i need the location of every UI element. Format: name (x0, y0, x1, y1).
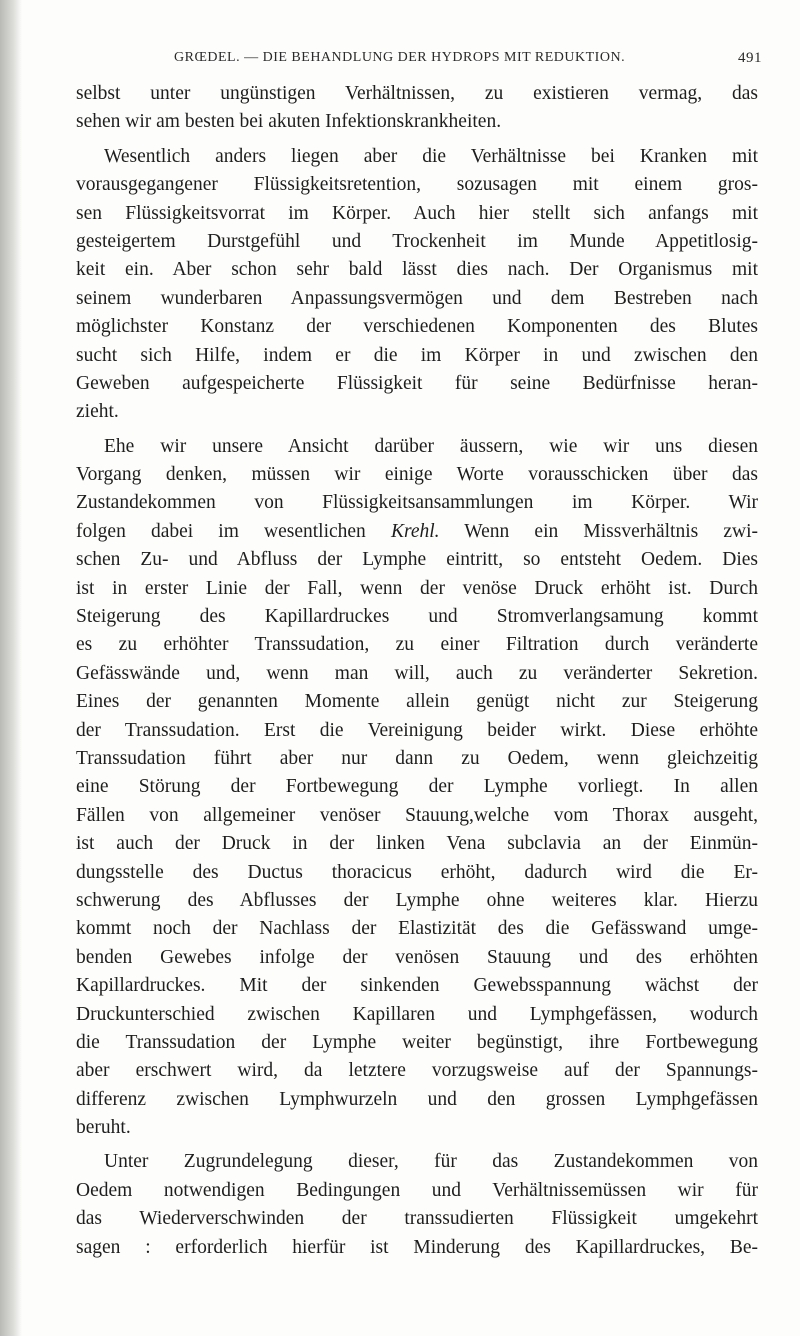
text-line: Wesentlich anders liegen aber die Verhältnisse bei Kranken mit (104, 145, 758, 167)
text-line: möglichster Konstanz der verschiedenen Komponenten des Blutes (76, 316, 758, 338)
text-segment: folgen dabei im wesentlichen (76, 520, 391, 542)
text-segment: Wenn ein Missverhältnis zwi- (439, 520, 758, 542)
text-line: ist auch der Druck in der linken Vena subclavia an der Einmün- (76, 833, 758, 855)
text-line: seinem wunderbaren Anpassungsvermögen und dem Bestreben nach (76, 287, 758, 309)
text-line: Kapillardruckes. Mit der sinkenden Gewebsspannung wächst der (76, 975, 758, 997)
text-line: schwerung des Abflusses der Lymphe ohne weiteres klar. Hierzu (76, 889, 758, 911)
text-line: beruht. (76, 1117, 131, 1139)
running-head-title: GRŒDEL. — DIE BEHANDLUNG DER HYDROPS MIT REDUKTION. (174, 50, 626, 65)
page-number: 491 (738, 50, 762, 66)
text-line: Ehe wir unsere Ansicht darüber äussern, wie wir uns diesen (104, 435, 758, 457)
text-line: zieht. (76, 401, 119, 423)
text-line: kommt noch der Nachlass der Elastizität des die Gefässwand umge- (76, 918, 758, 940)
text-line: selbst unter ungünstigen Verhältnissen, zu existieren vermag, das (76, 83, 758, 104)
paragraph (76, 80, 758, 137)
text-line: sagen : erforderlich hierfür ist Minderung des Kapillardruckes, Be- (76, 1236, 758, 1258)
text-line: sehen wir am besten bei akuten Infektionskrankheiten. (76, 111, 502, 133)
text-line: Transsudation führt aber nur dann zu Oedem, wenn gleichzeitig (76, 747, 758, 769)
text-line: sen Flüssigkeitsvorrat im Körper. Auch hier stellt sich anfangs mit (76, 202, 758, 224)
text-line: eine Störung der Fortbewegung der Lymphe vorliegt. In allen (76, 776, 758, 798)
text-line: Vorgang denken, müssen wir einige Worte vorausschicken über das (76, 464, 758, 486)
text-line: dungsstelle des Ductus thoracicus erhöht, dadurch wird die Er- (76, 861, 758, 883)
text-line: Geweben aufgespeicherte Flüssigkeit für seine Bedürfnisse heran- (76, 372, 758, 394)
text-line: Druckunterschied zwischen Kapillaren und Lymphgefässen, wodurch (76, 1003, 758, 1025)
text-line: Fällen von allgemeiner venöser Stauung,welche vom Thorax ausgeht, (76, 804, 758, 826)
text-line: gesteigertem Durstgefühl und Trockenheit im Munde Appetitlosig- (76, 230, 758, 252)
text-line: Unter Zugrundelegung dieser, für das Zustandekommen von (104, 1151, 758, 1173)
text-line: Zustandekommen von Flüssigkeitsansammlungen im Körper. Wir (76, 492, 758, 514)
running-head (76, 44, 762, 70)
book-page (76, 44, 762, 1262)
paragraph (76, 143, 758, 427)
scan-page-edge (0, 0, 22, 1336)
text-line: sucht sich Hilfe, indem er die im Körper in und zwischen den (76, 344, 758, 366)
text-line: differenz zwischen Lymphwurzeln und den grossen Lymphgefässen (76, 1088, 758, 1110)
text-line: schen Zu- und Abfluss der Lymphe eintritt, so entsteht Oedem. Dies (76, 549, 758, 571)
text-line: aber erschwert wird, da letztere vorzugsweise auf der Spannungs- (76, 1060, 758, 1082)
text-line: der Transsudation. Erst die Vereinigung beider wirkt. Diese erhöhte (76, 719, 758, 741)
text-line: Eines der genannten Momente allein genügt nicht zur Steigerung (76, 691, 758, 713)
text-line: ist in erster Linie der Fall, wenn der venöse Druck erhöht ist. Durch (76, 577, 758, 599)
text-line: keit ein. Aber schon sehr bald lässt dies nach. Der Organismus mit (76, 259, 758, 281)
author-citation: Krehl. (390, 520, 440, 542)
text-line: Oedem notwendigen Bedingungen und Verhältnissemüssen wir für (76, 1179, 758, 1201)
text-line: das Wiederverschwinden der transsudierten Flüssigkeit umgekehrt (76, 1208, 758, 1230)
paragraph (76, 1148, 758, 1262)
paragraph (76, 433, 758, 1143)
text-line: es zu erhöhter Transsudation, zu einer Filtration durch veränderte (76, 634, 758, 656)
body-text (76, 80, 758, 1262)
text-line: vorausgegangener Flüssigkeitsretention, sozusagen mit einem gros- (76, 174, 758, 196)
text-line-with-citation (76, 518, 758, 546)
text-line: Gefässwände und, wenn man will, auch zu veränderter Sekretion. (76, 662, 758, 684)
text-line: benden Gewebes infolge der venösen Stauung und des erhöhten (76, 946, 758, 968)
text-line: Steigerung des Kapillardruckes und Stromverlangsamung kommt (76, 606, 758, 628)
text-line: die Transsudation der Lymphe weiter begünstigt, ihre Fortbewegung (76, 1031, 758, 1053)
